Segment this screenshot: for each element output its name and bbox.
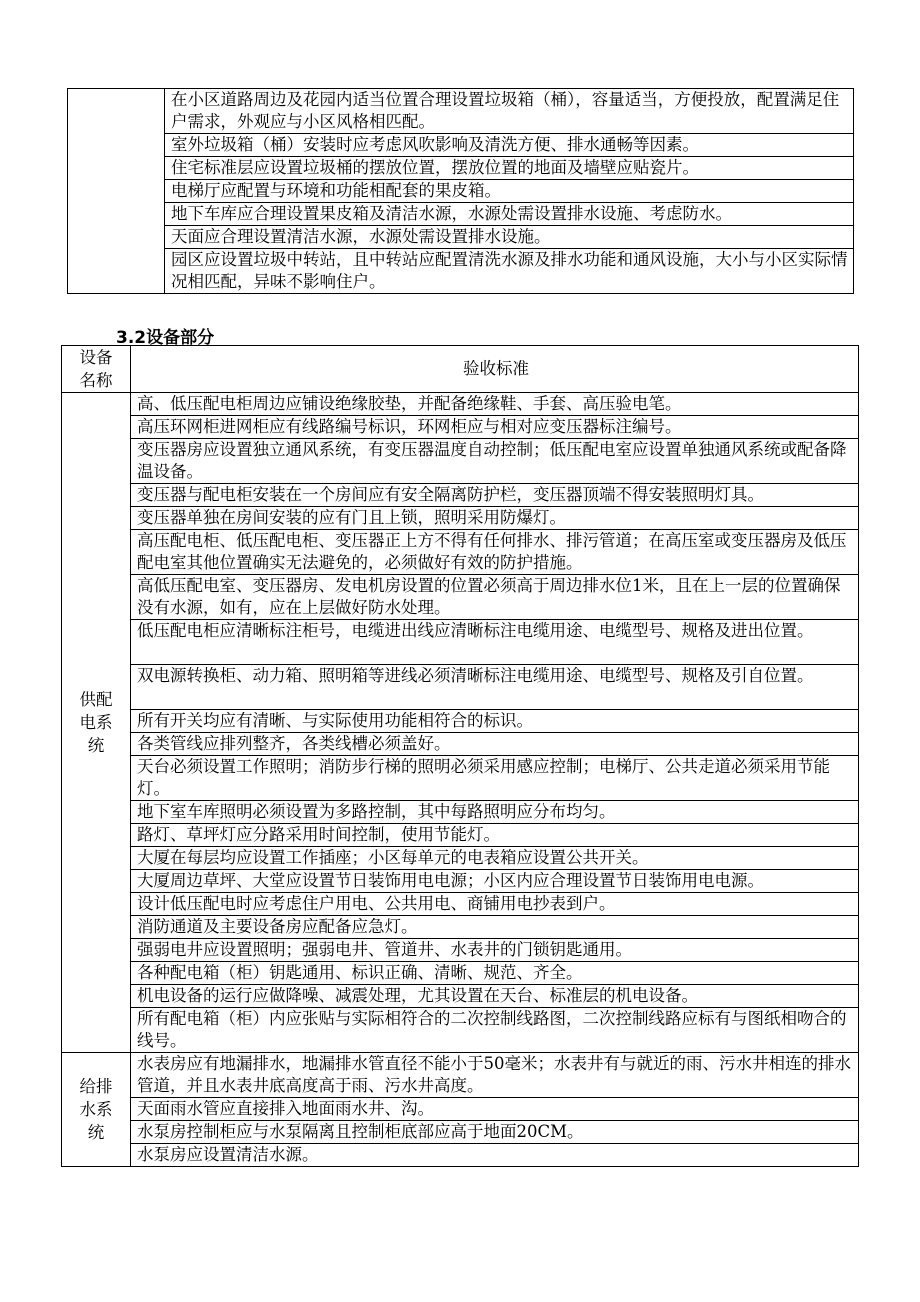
standard-cell: 高、低压配电柜周边应铺设绝缘胶垫，并配备绝缘鞋、手套、高压验电笔。: [131, 393, 859, 416]
table-row: [68, 180, 854, 203]
standard-cell: 设计低压配电时应考虑住户用电、公共用电、商铺用电抄表到户。: [131, 893, 859, 916]
standard-cell: 住宅标准层应设置垃圾桶的摆放位置，摆放位置的地面及墙壁应贴瓷片。: [165, 157, 854, 180]
table-row: [62, 939, 859, 962]
table-row: [68, 249, 854, 294]
table-row: [62, 484, 859, 507]
table-row: [68, 157, 854, 180]
standard-cell: 天面应合理设置清洁水源，水源处需设置排水设施。: [165, 226, 854, 249]
table-row: [68, 134, 854, 157]
standard-cell: 大厦在每层均应设置工作插座；小区每单元的电表箱应设置公共开关。: [131, 847, 859, 870]
table-row: [62, 710, 859, 733]
table-row: [62, 733, 859, 756]
table-row: [62, 756, 859, 801]
standard-cell: 所有开关均应有清晰、与实际使用功能相符合的标识。: [131, 710, 859, 733]
standard-cell: 水泵房应设置清洁水源。: [131, 1144, 859, 1167]
standard-cell: 所有配电箱（柜）内应张贴与实际相符合的二次控制线路图，二次控制线路应标有与图纸相吻合的线号。: [131, 1008, 859, 1053]
standard-cell: 变压器与配电柜安装在一个房间应有安全隔离防护栏，变压器顶端不得安装照明灯具。: [131, 484, 859, 507]
standard-cell: 地下室车库照明必须设置为多路控制，其中每路照明应分布均匀。: [131, 801, 859, 824]
standard-cell: 强弱电井应设置照明；强弱电井、管道井、水表井的门锁钥匙通用。: [131, 939, 859, 962]
table-row: [62, 870, 859, 893]
table-row: [68, 89, 854, 134]
standard-cell: 低压配电柜应清晰标注柜号，电缆进出线应清晰标注电缆用途、电缆型号、规格及进出位置。: [131, 620, 859, 665]
group-label-water: 给排 水系 统: [62, 1053, 131, 1167]
table-row: [62, 416, 859, 439]
table-row: [62, 1098, 859, 1121]
table-row: [62, 1121, 859, 1144]
standard-cell: 变压器单独在房间安装的应有门且上锁，照明采用防爆灯。: [131, 507, 859, 530]
table-row: [68, 203, 854, 226]
table-row: [62, 801, 859, 824]
table-row: [62, 665, 859, 710]
table-row: [62, 575, 859, 620]
standard-cell: 地下车库应合理设置果皮箱及清洁水源，水源处需设置排水设施、考虑防水。: [165, 203, 854, 226]
header-equipment-name: 设备 名称: [62, 346, 131, 393]
standard-cell: 各种配电箱（柜）钥匙通用、标识正确、清晰、规范、齐全。: [131, 962, 859, 985]
table-row: [62, 916, 859, 939]
table-row: [62, 1008, 859, 1053]
standard-cell: 变压器房应设置独立通风系统，有变压器温度自动控制；低压配电室应设置单独通风系统或配备降温设备。: [131, 439, 859, 484]
standard-cell: 大厦周边草坪、大堂应设置节日装饰用电电源；小区内应合理设置节日装饰用电电源。: [131, 870, 859, 893]
section-heading: 3.2设备部分: [116, 328, 215, 348]
standard-cell: 高低压配电室、变压器房、发电机房设置的位置必须高于周边排水位1米，且在上一层的位置确保没有水源，如有，应在上层做好防水处理。: [131, 575, 859, 620]
table-row: [62, 620, 859, 665]
standard-cell: 消防通道及主要设备房应配备应急灯。: [131, 916, 859, 939]
standard-cell: 水泵房控制柜应与水泵隔离且控制柜底部应高于地面20CM。: [131, 1121, 859, 1144]
standard-cell: 高压配电柜、低压配电柜、变压器正上方不得有任何排水、排污管道；在高压室或变压器房及低压配电室其他位置确实无法避免的，必须做好有效的防护措施。: [131, 530, 859, 575]
standard-cell: 天台必须设置工作照明；消防步行梯的照明必须采用感应控制；电梯厅、公共走道必须采用节能灯。: [131, 756, 859, 801]
group-label-power: 供配 电系 统: [62, 393, 131, 1053]
standard-cell: 室外垃圾箱（桶）安装时应考虑风吹影响及清洗方便、排水通畅等因素。: [165, 134, 854, 157]
table-row: [68, 226, 854, 249]
sanitation-table: [67, 88, 854, 294]
standard-cell: 在小区道路周边及花园内适当位置合理设置垃圾箱（桶），容量适当，方便投放，配置满足住户需求，外观应与小区风格相匹配。: [165, 89, 854, 134]
standard-cell: 双电源转换柜、动力箱、照明箱等进线必须清晰标注电缆用途、电缆型号、规格及引自位置。: [131, 665, 859, 710]
standard-cell: 机电设备的运行应做降噪、减震处理，尤其设置在天台、标准层的机电设备。: [131, 985, 859, 1008]
standard-cell: 路灯、草坪灯应分路采用时间控制，使用节能灯。: [131, 824, 859, 847]
table-row: [62, 1144, 859, 1167]
table-row: [62, 962, 859, 985]
header-acceptance-standard: 验收标准: [131, 346, 859, 393]
equipment-table: [61, 345, 859, 1167]
table-row: [62, 893, 859, 916]
table-row: [62, 439, 859, 484]
table-row: [62, 530, 859, 575]
table-row: [62, 393, 859, 416]
table-header-row: [62, 346, 859, 393]
standard-cell: 高压环网柜进网柜应有线路编号标识，环网柜应与相对应变压器标注编号。: [131, 416, 859, 439]
standard-cell: 水表房应有地漏排水，地漏排水管直径不能小于50毫米；水表井有与就近的雨、污水井相连的排水管道，并且水表井底高度高于雨、污水井高度。: [131, 1053, 859, 1098]
table-row: [62, 507, 859, 530]
standard-cell: 天面雨水管应直接排入地面雨水井、沟。: [131, 1098, 859, 1121]
table-row: [62, 847, 859, 870]
table-row: [62, 824, 859, 847]
category-cell-empty: [68, 89, 165, 294]
standard-cell: 园区应设置垃圾中转站，且中转站应配置清洗水源及排水功能和通风设施，大小与小区实际情况相匹配，异味不影响住户。: [165, 249, 854, 294]
standard-cell: 电梯厅应配置与环境和功能相配套的果皮箱。: [165, 180, 854, 203]
table-row: [62, 1053, 859, 1098]
table-row: [62, 985, 859, 1008]
standard-cell: 各类管线应排列整齐，各类线槽必须盖好。: [131, 733, 859, 756]
